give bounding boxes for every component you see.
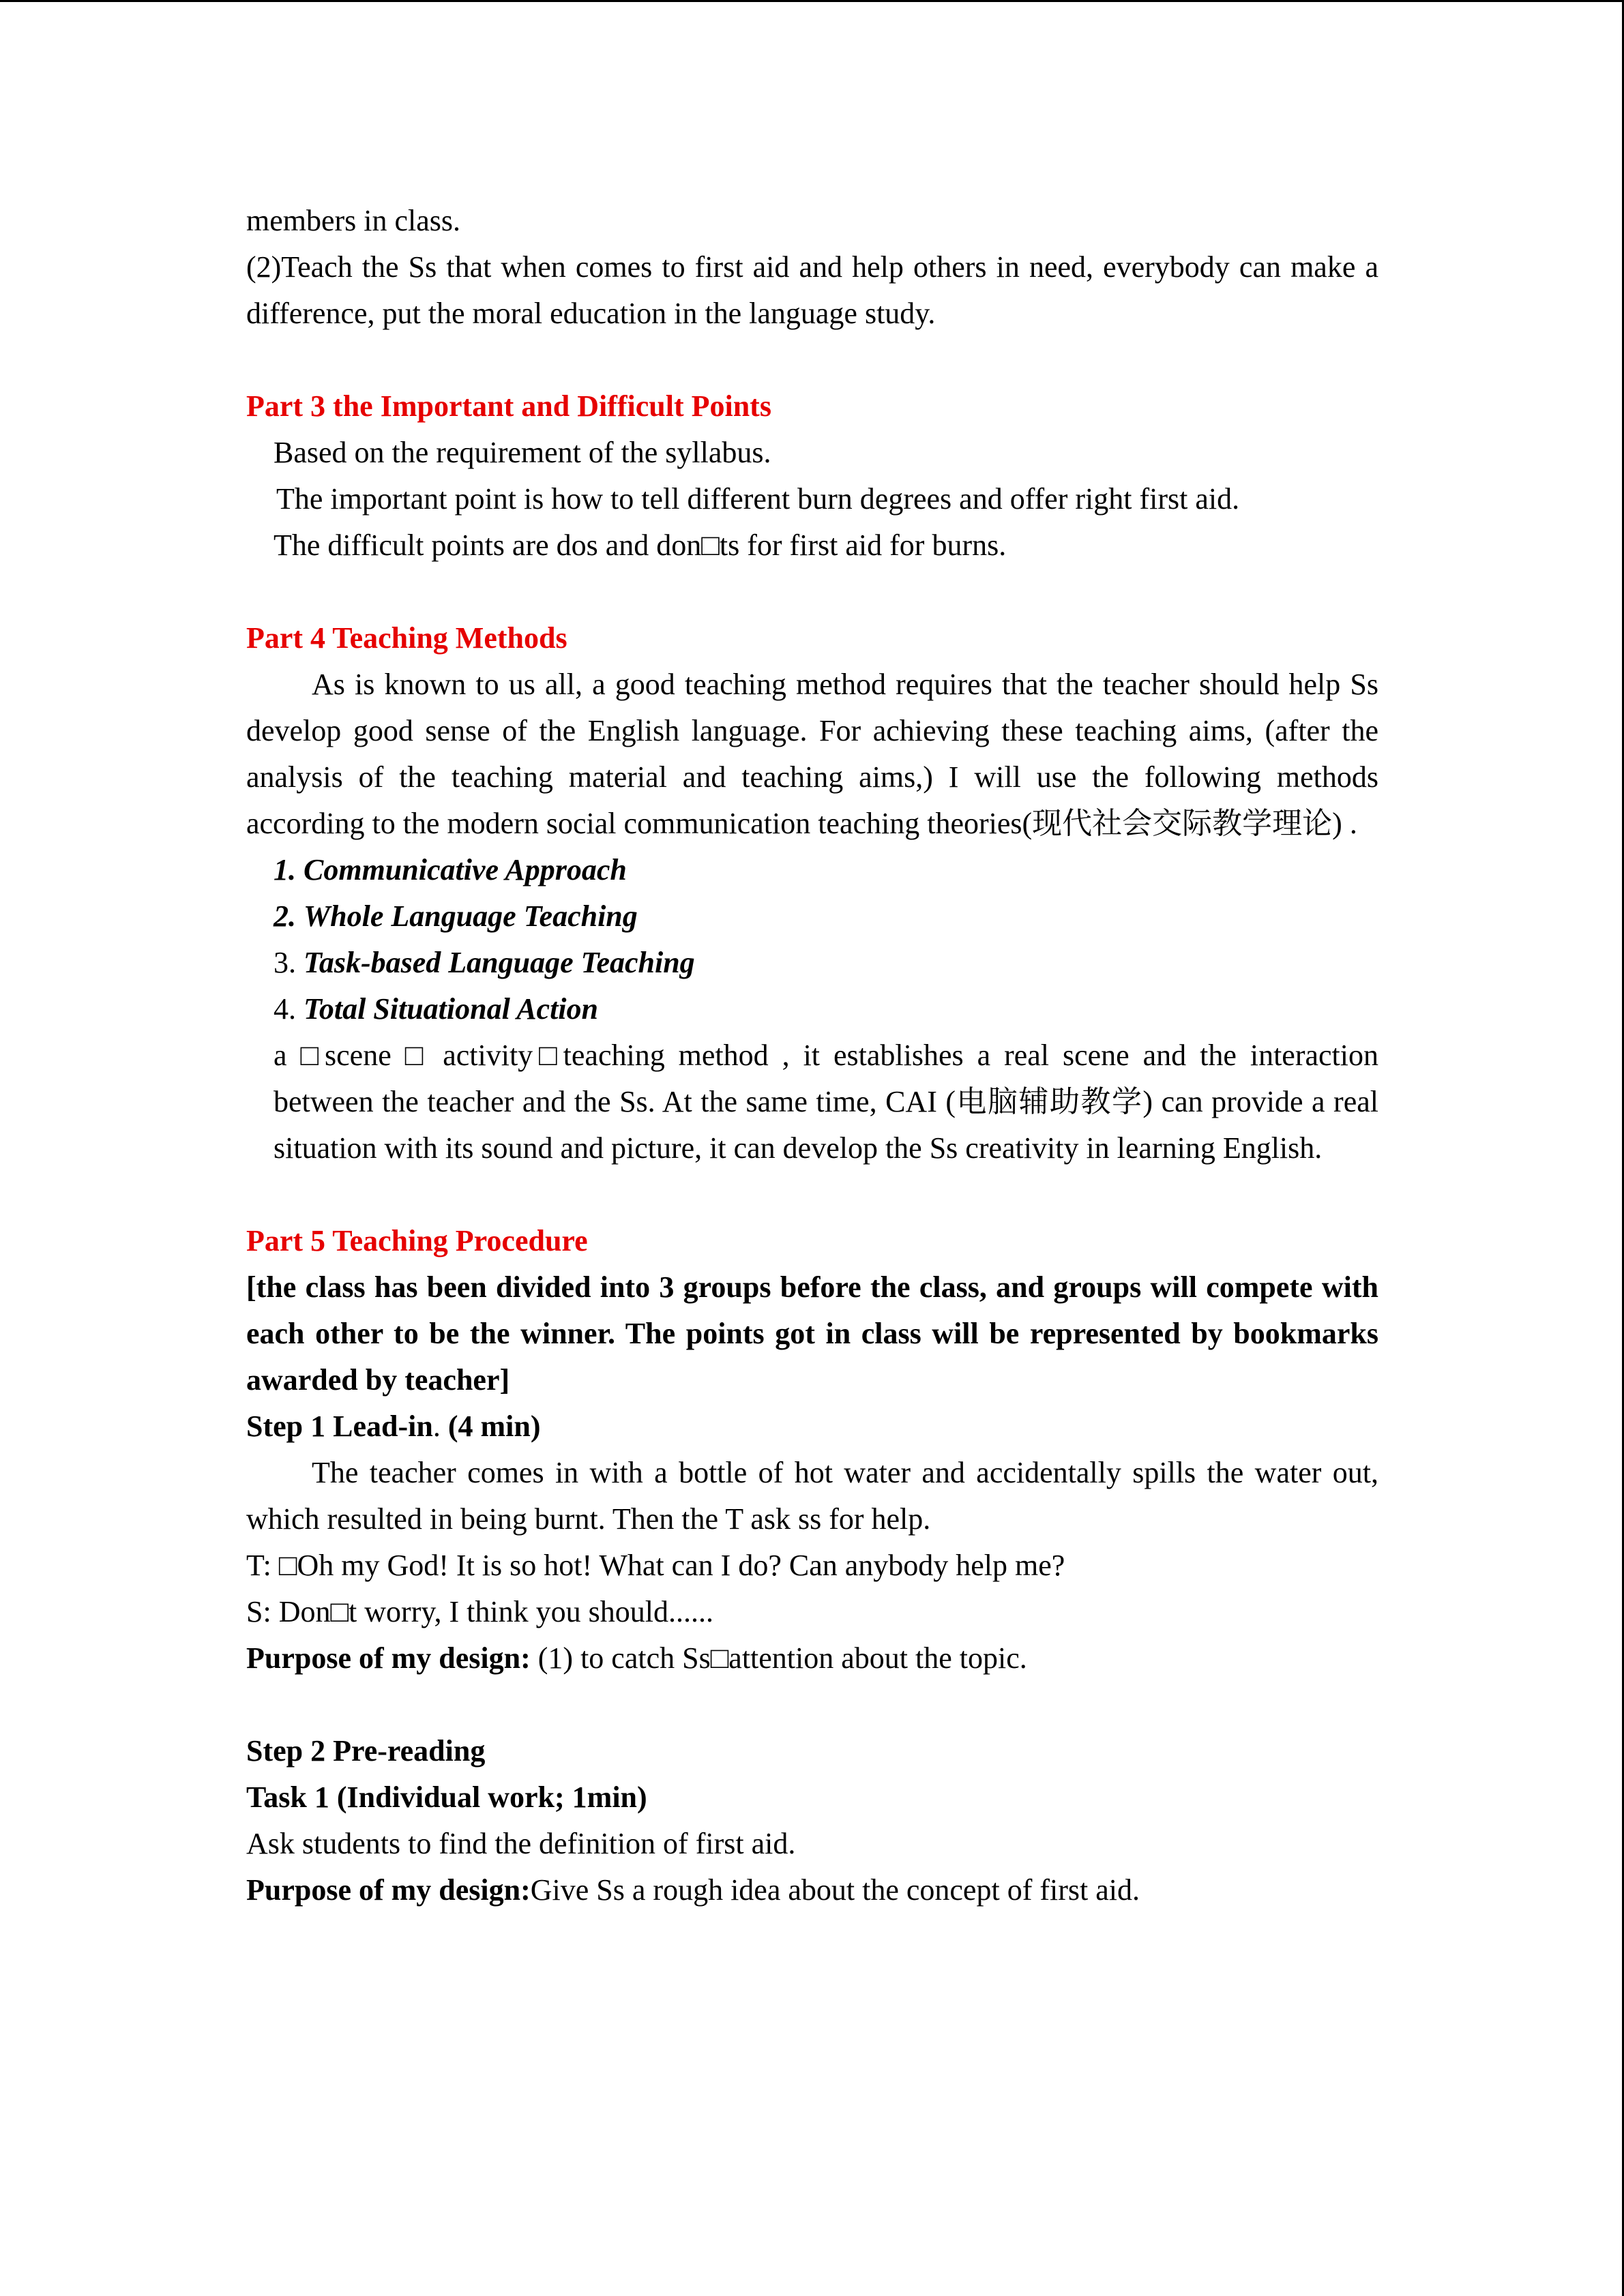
spacer bbox=[246, 1682, 1378, 1728]
method-item-3 bbox=[246, 940, 1378, 986]
part4-paragraph: As is known to us all, a good teaching method requires that the teacher should help Ss develop good sense of the English language. For achieving these teaching aims, (after the analysis of the teaching material and teaching aims,) I will use the following methods according to the modern social communication teaching theories(现代社会交际教学理论) . bbox=[246, 668, 1378, 840]
step2-ask: Ask students to find the definition of first aid. bbox=[246, 1827, 796, 1860]
intro-line-1: members in class. bbox=[246, 204, 461, 237]
purpose-label: Purpose of my design: bbox=[246, 1873, 531, 1907]
step1-purpose bbox=[246, 1635, 1378, 1682]
method-item-2 bbox=[246, 893, 1378, 940]
spacer bbox=[246, 1172, 1378, 1218]
step1-title bbox=[246, 1403, 1378, 1450]
purpose-text: Give Ss a rough idea about the concept of first aid. bbox=[530, 1873, 1140, 1907]
step2-task1: Task 1 (Individual work; 1min) bbox=[246, 1780, 647, 1814]
step2-title: Step 2 Pre-reading bbox=[246, 1734, 486, 1768]
part4-heading: Part 4 Teaching Methods bbox=[246, 621, 567, 655]
spacer bbox=[246, 569, 1378, 615]
method-number: 4. bbox=[274, 992, 296, 1026]
part3-line-1: Based on the requirement of the syllabus. bbox=[274, 436, 771, 469]
scene-paragraph: a □scene □ activity□teaching method , it establishes a real scene and the interaction between the teacher and the Ss. At the same time, CAI (电脑辅助教学) can provide a real situation with its sound and picture, it can develop the Ss creativity in learning English. bbox=[274, 1039, 1378, 1165]
step1-title-bold: Step 1 Lead-in bbox=[246, 1410, 433, 1443]
step1-teacher-line: T: □Oh my God! It is so hot! What can I do? Can anybody help me? bbox=[246, 1549, 1065, 1582]
method-item-4 bbox=[246, 986, 1378, 1032]
step1-paragraph: The teacher comes in with a bottle of hot water and accidentally spills the water out, which resulted in being burnt. Then the T ask ss for help. bbox=[246, 1456, 1378, 1536]
part3-line-2: The important point is how to tell different burn degrees and offer right first aid. bbox=[276, 482, 1240, 516]
method-label: Task-based Language Teaching bbox=[304, 946, 695, 979]
step1-title-dot: . bbox=[432, 1410, 441, 1443]
method-item-1 bbox=[246, 847, 1378, 893]
step1-title-time: (4 min) bbox=[440, 1410, 541, 1443]
part3-heading: Part 3 the Important and Difficult Points bbox=[246, 389, 771, 423]
purpose-label: Purpose of my design: bbox=[246, 1641, 531, 1675]
part5-heading: Part 5 Teaching Procedure bbox=[246, 1224, 588, 1257]
step2-purpose bbox=[246, 1867, 1378, 1913]
method-number: 1. bbox=[274, 853, 296, 886]
page-border-top bbox=[0, 0, 1624, 2]
intro-line-2: (2)Teach the Ss that when comes to first aid and help others in need, everybody can make a difference, put the moral education in the language study. bbox=[246, 250, 1378, 330]
step1-student-line: S: Don□t worry, I think you should...... bbox=[246, 1595, 713, 1628]
purpose-text: (1) to catch Ss□attention about the topic. bbox=[530, 1641, 1027, 1675]
spacer bbox=[246, 337, 1378, 383]
method-label: Whole Language Teaching bbox=[304, 899, 638, 933]
method-label: Total Situational Action bbox=[304, 992, 598, 1026]
method-number: 2. bbox=[274, 899, 296, 933]
part5-note: [the class has been divided into 3 groups before the class, and groups will compete with each other to be the winner. The points got in class will be represented by bookmarks awarded by teacher] bbox=[246, 1270, 1378, 1397]
document-body bbox=[246, 198, 1378, 1913]
part3-line-3: The difficult points are dos and don□ts for first aid for burns. bbox=[274, 528, 1007, 562]
method-label: Communicative Approach bbox=[304, 853, 627, 886]
method-number: 3. bbox=[274, 946, 296, 979]
